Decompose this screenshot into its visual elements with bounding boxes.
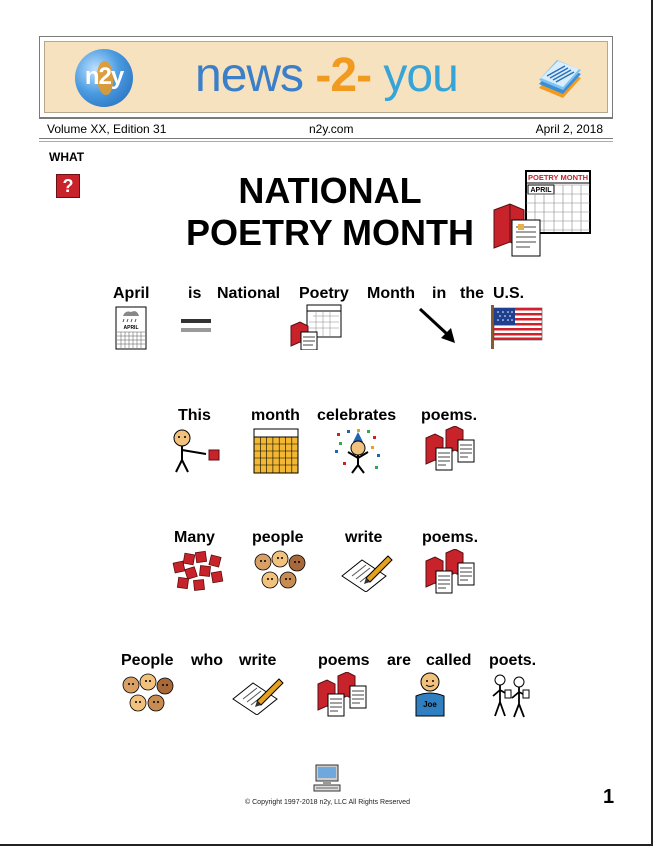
masthead-box (39, 36, 613, 118)
celebrate-confetti-icon (333, 428, 383, 474)
equals-icon (181, 318, 211, 334)
word-this: This (178, 407, 211, 424)
many-squares-icon (172, 550, 224, 592)
arrow-down-right-icon (417, 306, 459, 344)
title-line-1: NATIONAL (238, 170, 422, 211)
logo-text: n2y (84, 63, 124, 90)
masthead-banner (44, 41, 608, 113)
word-april: April (113, 285, 150, 302)
word-month: Month (367, 285, 415, 302)
word-poetry: Poetry (299, 285, 349, 302)
copyright-text: © Copyright 1997-2018 n2y, LLC All Rights Reserved (245, 799, 410, 806)
word-write-2: write (239, 652, 277, 669)
svg-text:Joe: Joe (423, 700, 437, 709)
edition-text: Volume XX, Edition 31 (47, 122, 167, 136)
svg-text:POETRY MONTH: POETRY MONTH (527, 173, 589, 182)
write-pencil-icon (340, 552, 394, 592)
word-who: who (191, 652, 223, 669)
poetry-month-small-icon (289, 304, 343, 350)
question-icon: ? (56, 174, 80, 198)
poets-icon (489, 672, 531, 718)
word-many: Many (174, 529, 215, 546)
computer-icon (313, 764, 341, 792)
word-people: people (252, 529, 304, 546)
masthead-title: news -2- you (195, 49, 458, 102)
april-rain-calendar-icon (115, 306, 147, 350)
newspaper-stack-icon (533, 52, 585, 104)
n2y-logo-icon (75, 49, 133, 107)
word-called: called (426, 652, 472, 669)
issue-date: April 2, 2018 (535, 122, 603, 136)
us-flag-icon (490, 305, 544, 349)
word-in: in (432, 285, 447, 302)
word-poems-2: poems. (422, 529, 479, 546)
word-the: the (460, 285, 484, 302)
people-faces-icon (121, 673, 175, 715)
section-label: WHAT (49, 150, 85, 164)
this-pointing-person-icon (168, 428, 222, 474)
word-celebrates: celebrates (317, 407, 397, 424)
word-us: U.S. (493, 285, 525, 302)
poems-icon (316, 672, 370, 720)
page-title (150, 170, 510, 254)
word-poems-3: poems (318, 652, 370, 669)
edition-bar (39, 118, 613, 139)
word-national: National (217, 285, 281, 302)
word-is: is (188, 285, 202, 302)
poetry-month-calendar-icon (490, 170, 592, 260)
word-are: are (387, 652, 412, 669)
word-poets: poets. (489, 652, 537, 669)
poems-icon (424, 426, 478, 474)
divider (39, 141, 613, 144)
site-link[interactable]: n2y.com (309, 122, 354, 136)
write-pencil-icon (231, 675, 285, 715)
called-name-joe-icon (410, 672, 450, 718)
word-people-2: People (121, 652, 174, 669)
title-line-2: POETRY MONTH (185, 212, 475, 253)
month-calendar-icon (253, 428, 299, 474)
svg-text:APRIL: APRIL (123, 325, 139, 331)
people-faces-icon (253, 550, 307, 592)
page-number: 1 (603, 786, 615, 808)
word-month-2: month (251, 407, 300, 424)
svg-text:APRIL: APRIL (530, 187, 552, 194)
word-poems: poems. (421, 407, 478, 424)
word-write: write (345, 529, 383, 546)
poems-icon (424, 549, 478, 597)
